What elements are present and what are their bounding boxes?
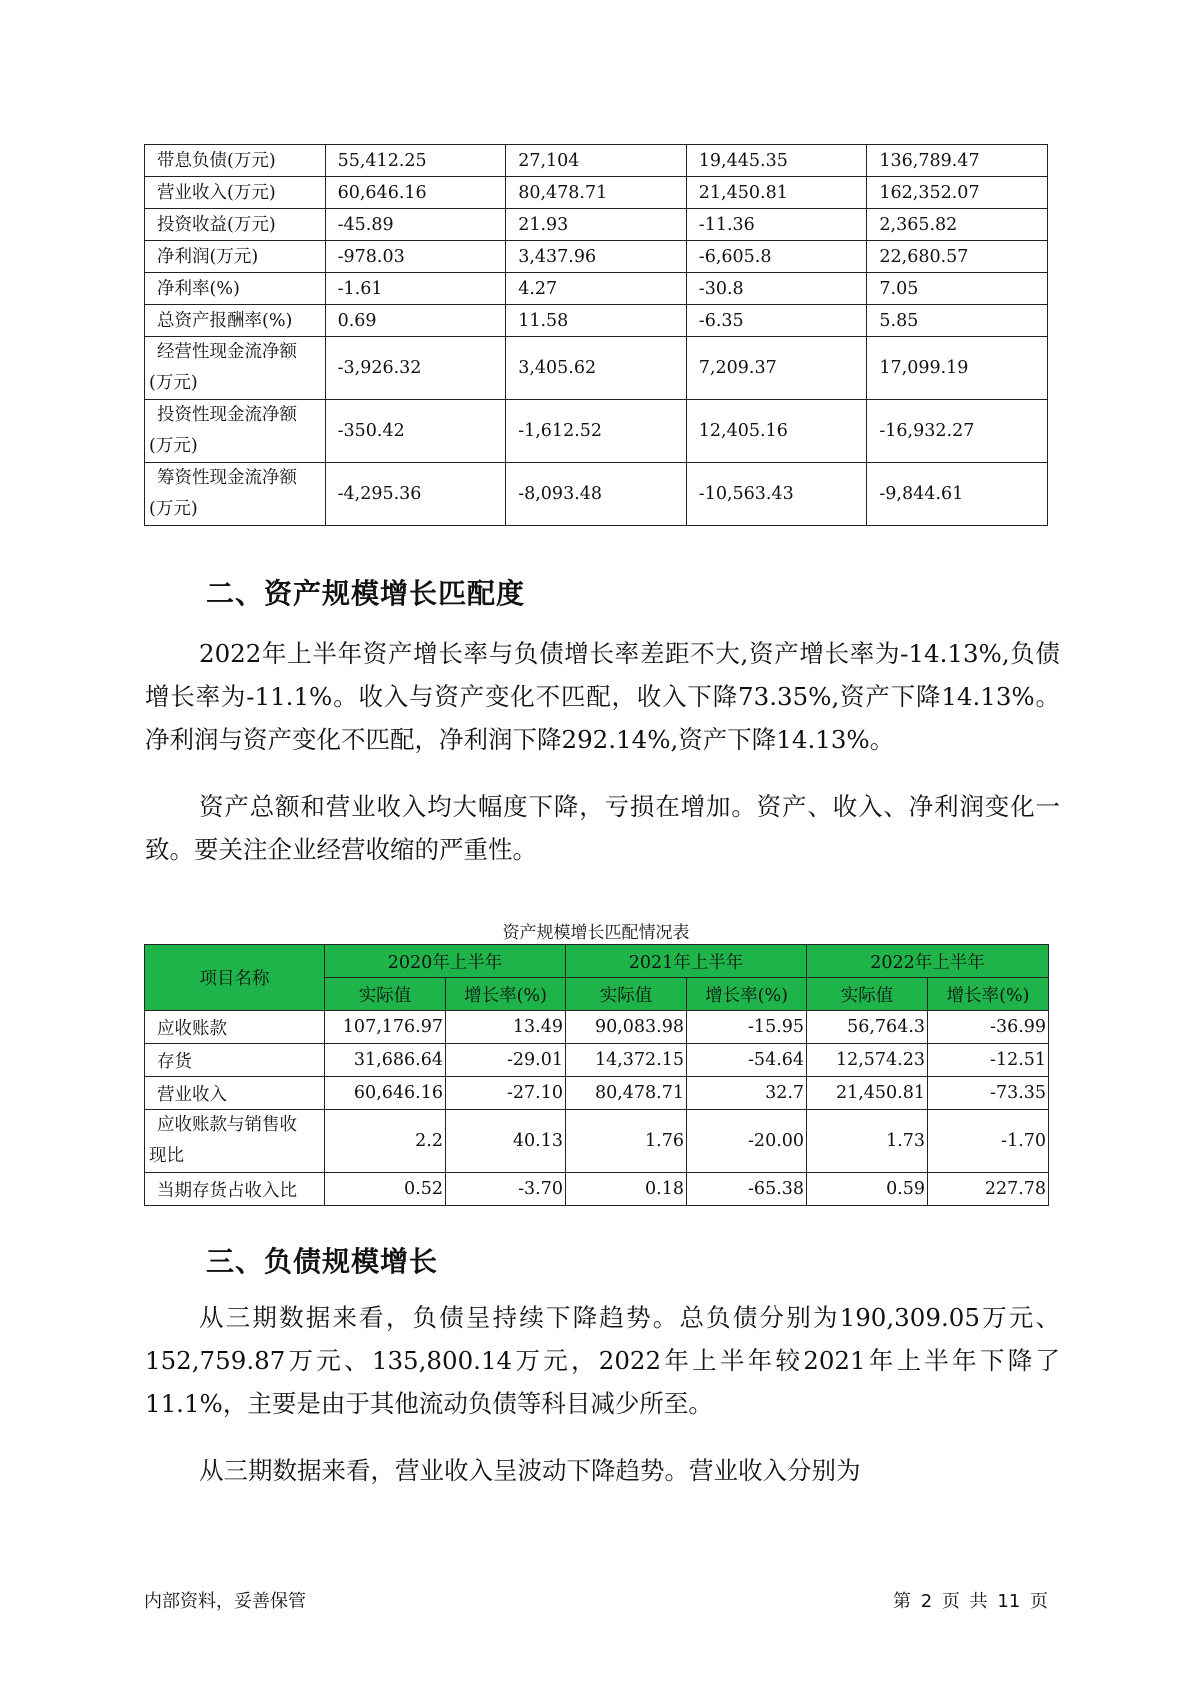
cell: 21,450.81 (807, 1077, 928, 1110)
paragraph: 从三期数据来看，营业收入呈波动下降趋势。营业收入分别为 (199, 1456, 861, 1485)
cell: 0.69 (325, 305, 506, 337)
footer-page-number: 第 2 页 共 11 页 (893, 1591, 1048, 1612)
cell: 14,372.15 (566, 1044, 687, 1077)
cell: 4.27 (506, 273, 687, 305)
cell: -4,295.36 (325, 463, 506, 526)
row-label (145, 400, 326, 463)
cell: 11.58 (506, 305, 687, 337)
table-row (145, 305, 1048, 337)
row-label-line1: 应收账款与销售收 (157, 1115, 297, 1135)
cell: 7.05 (867, 273, 1048, 305)
cell: 227.78 (928, 1173, 1049, 1206)
cell: -3,926.32 (325, 337, 506, 400)
cell: 40.13 (446, 1110, 566, 1173)
cell: 60,646.16 (325, 1077, 446, 1110)
cell: -73.35 (928, 1077, 1049, 1110)
cell: 19,445.35 (686, 145, 867, 177)
header-period: 2022年上半年 (807, 945, 1049, 978)
cell: 5.85 (867, 305, 1048, 337)
cell: -30.8 (686, 273, 867, 305)
cell: 21,450.81 (686, 177, 867, 209)
header-growth: 增长率(%) (446, 978, 566, 1011)
cell: 0.52 (325, 1173, 446, 1206)
row-label-line1: 筹资性现金流净额 (157, 468, 297, 488)
row-label-line2: 现比 (149, 1146, 184, 1166)
row-label: 存货 (145, 1044, 325, 1077)
cell: 0.18 (566, 1173, 687, 1206)
paragraph: 从三期数据来看，负债呈持续下降趋势。总负债分别为190,309.05万元、152,759.87万元、135,800.14万元，2022年上半年较2021年上半年下降了11.1%，主要是由于其他流动负债等科目减少所至。 (145, 1303, 1060, 1418)
cell: -15.95 (687, 1011, 807, 1044)
cell: -27.10 (446, 1077, 566, 1110)
row-label (145, 463, 326, 526)
header-period: 2020年上半年 (325, 945, 566, 978)
cell: 1.76 (566, 1110, 687, 1173)
cell: 90,083.98 (566, 1011, 687, 1044)
table-caption: 资产规模增长匹配情况表 (502, 923, 690, 943)
cell: 136,789.47 (867, 145, 1048, 177)
cell: -978.03 (325, 241, 506, 273)
row-label: 带息负债(万元) (145, 145, 326, 177)
cell: 107,176.97 (325, 1011, 446, 1044)
cell: -3.70 (446, 1173, 566, 1206)
cell: 17,099.19 (867, 337, 1048, 400)
cell: -8,093.48 (506, 463, 687, 526)
row-label-line1: 投资性现金流净额 (157, 405, 297, 425)
cell: -1.70 (928, 1110, 1049, 1173)
cell: -1,612.52 (506, 400, 687, 463)
cell: -29.01 (446, 1044, 566, 1077)
table-row (145, 273, 1048, 305)
table-row (145, 337, 1048, 400)
cell: 12,574.23 (807, 1044, 928, 1077)
row-label: 应收账款 (145, 1011, 325, 1044)
cell: 2,365.82 (867, 209, 1048, 241)
row-label: 投资收益(万元) (145, 209, 326, 241)
cell: -11.36 (686, 209, 867, 241)
cell: -12.51 (928, 1044, 1049, 1077)
row-label (145, 337, 326, 400)
cell: 60,646.16 (325, 177, 506, 209)
cell: 27,104 (506, 145, 687, 177)
cell: 162,352.07 (867, 177, 1048, 209)
row-label: 总资产报酬率(%) (145, 305, 326, 337)
cell: 21.93 (506, 209, 687, 241)
cell: -350.42 (325, 400, 506, 463)
cell: 12,405.16 (686, 400, 867, 463)
row-label-line2: (万元) (149, 499, 198, 519)
table-header-row (145, 945, 1049, 978)
cell: 32.7 (687, 1077, 807, 1110)
row-label (145, 1110, 325, 1173)
cell: 0.59 (807, 1173, 928, 1206)
row-label: 营业收入 (145, 1077, 325, 1110)
asset-growth-match-table (144, 944, 1049, 1206)
header-growth: 增长率(%) (928, 978, 1049, 1011)
table-row (145, 1110, 1049, 1173)
header-actual: 实际值 (807, 978, 928, 1011)
cell: -36.99 (928, 1011, 1049, 1044)
cell: -10,563.43 (686, 463, 867, 526)
cell: -65.38 (687, 1173, 807, 1206)
cell: -16,932.27 (867, 400, 1048, 463)
table-row (145, 209, 1048, 241)
table-row (145, 145, 1048, 177)
cell: 1.73 (807, 1110, 928, 1173)
row-label-line2: (万元) (149, 373, 198, 393)
row-label-line1: 经营性现金流净额 (157, 342, 297, 362)
row-label: 净利润(万元) (145, 241, 326, 273)
section-heading: 三、负债规模增长 (206, 1245, 439, 1278)
table-row (145, 463, 1048, 526)
table-row (145, 1077, 1049, 1110)
cell: 55,412.25 (325, 145, 506, 177)
table-row (145, 400, 1048, 463)
table-row (145, 241, 1048, 273)
cell: 56,764.3 (807, 1011, 928, 1044)
header-actual: 实际值 (566, 978, 687, 1011)
header-item-name: 项目名称 (145, 945, 325, 1011)
section-heading: 二、资产规模增长匹配度 (206, 577, 526, 610)
row-label: 当期存货占收入比 (145, 1173, 325, 1206)
cell: 3,405.62 (506, 337, 687, 400)
table-row (145, 1011, 1049, 1044)
cell: -54.64 (687, 1044, 807, 1077)
table-row (145, 1044, 1049, 1077)
cell: 31,686.64 (325, 1044, 446, 1077)
header-actual: 实际值 (325, 978, 446, 1011)
cell: -6.35 (686, 305, 867, 337)
financial-indicators-table (144, 144, 1048, 526)
cell: 3,437.96 (506, 241, 687, 273)
table-row (145, 1173, 1049, 1206)
cell: -9,844.61 (867, 463, 1048, 526)
table-row (145, 177, 1048, 209)
paragraph: 2022年上半年资产增长率与负债增长率差距不大,资产增长率为-14.13%,负债增长率为-11.1%。收入与资产变化不匹配，收入下降73.35%,资产下降14.13%。净利润与资产变化不匹配，净利润下降292.14%,资产下降14.13%。 (145, 639, 1060, 754)
row-label-line2: (万元) (149, 436, 198, 456)
row-label: 营业收入(万元) (145, 177, 326, 209)
cell: -20.00 (687, 1110, 807, 1173)
row-label: 净利率(%) (145, 273, 326, 305)
cell: 80,478.71 (566, 1077, 687, 1110)
cell: 2.2 (325, 1110, 446, 1173)
header-growth: 增长率(%) (687, 978, 807, 1011)
footer-confidential-note: 内部资料，妥善保管 (144, 1591, 306, 1612)
cell: -6,605.8 (686, 241, 867, 273)
header-period: 2021年上半年 (566, 945, 807, 978)
paragraph: 资产总额和营业收入均大幅度下降，亏损在增加。资产、收入、净利润变化一致。要关注企业经营收缩的严重性。 (145, 792, 1060, 864)
cell: -1.61 (325, 273, 506, 305)
cell: 22,680.57 (867, 241, 1048, 273)
cell: 80,478.71 (506, 177, 687, 209)
cell: 7,209.37 (686, 337, 867, 400)
cell: -45.89 (325, 209, 506, 241)
cell: 13.49 (446, 1011, 566, 1044)
